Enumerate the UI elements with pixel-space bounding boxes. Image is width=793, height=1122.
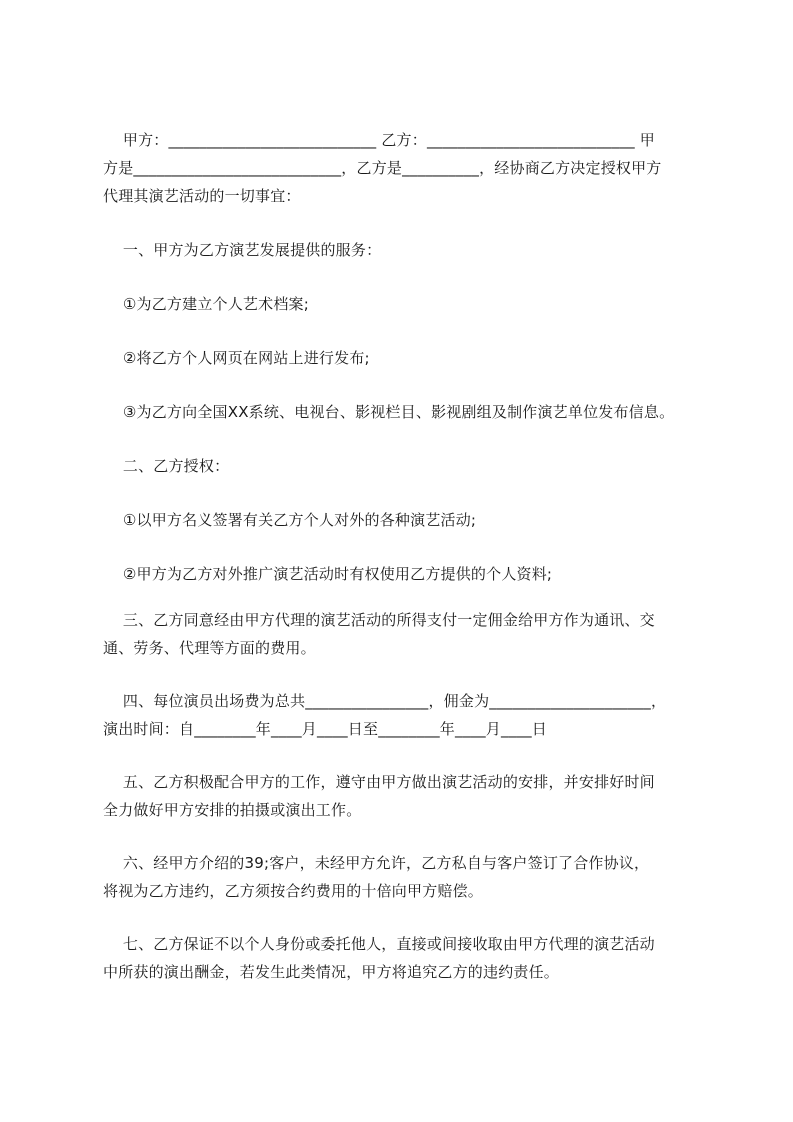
section-1-item-2: ②将乙方个人网页在网站上进行发布; xyxy=(103,349,370,367)
intro-line-3: 代理其演艺活动的一切事宜： xyxy=(103,187,301,205)
section-6-line-2: 将视为乙方违约，乙方须按合约费用的十倍向甲方赔偿。 xyxy=(103,882,484,900)
section-1-heading: 一、甲方为乙方演艺发展提供的服务： xyxy=(103,241,382,259)
section-7-line-1: 七、乙方保证不以个人身份或委托他人，直接或间接收取由甲方代理的演艺活动 xyxy=(103,935,655,953)
section-1-item-1: ①为乙方建立个人艺术档案; xyxy=(103,295,309,313)
section-3-line-1: 三、乙方同意经由甲方代理的演艺活动的所得支付一定佣金给甲方作为通讯、交 xyxy=(103,611,655,629)
intro-line-1: 甲方：___________________________ 乙方：___________________________ 甲 xyxy=(103,131,656,149)
section-7-line-2: 中所获的演出酬金，若发生此类情况，甲方将追究乙方的违约责任。 xyxy=(103,963,560,981)
section-4-line-2: 演出时间：自________年____月____日至________年____月____日 xyxy=(103,720,548,738)
section-3-line-2: 通、劳务、代理等方面的费用。 xyxy=(103,639,316,657)
intro-line-2: 方是___________________________，乙方是__________，经协商乙方决定授权甲方 xyxy=(103,159,662,177)
section-1-item-3: ③为乙方向全国XX系统、电视台、影视栏目、影视剧组及制作演艺单位发布信息。 xyxy=(103,403,675,421)
section-2-item-1: ①以甲方名义签署有关乙方个人对外的各种演艺活动; xyxy=(103,511,477,529)
section-4-line-1: 四、每位演员出场费为总共________________，佣金为_____________________， xyxy=(103,692,667,710)
section-2-heading: 二、乙方授权： xyxy=(103,457,230,475)
section-5-line-1: 五、乙方积极配合甲方的工作，遵守由甲方做出演艺活动的安排，并安排好时间 xyxy=(103,773,655,791)
section-5-line-2: 全力做好甲方安排的拍摄或演出工作。 xyxy=(103,801,362,819)
section-6-line-1: 六、经甲方介绍的39;客户，未经甲方允许，乙方私自与客户签订了合作协议， xyxy=(103,854,650,872)
section-2-item-2: ②甲方为乙方对外推广演艺活动时有权使用乙方提供的个人资料; xyxy=(103,565,553,583)
